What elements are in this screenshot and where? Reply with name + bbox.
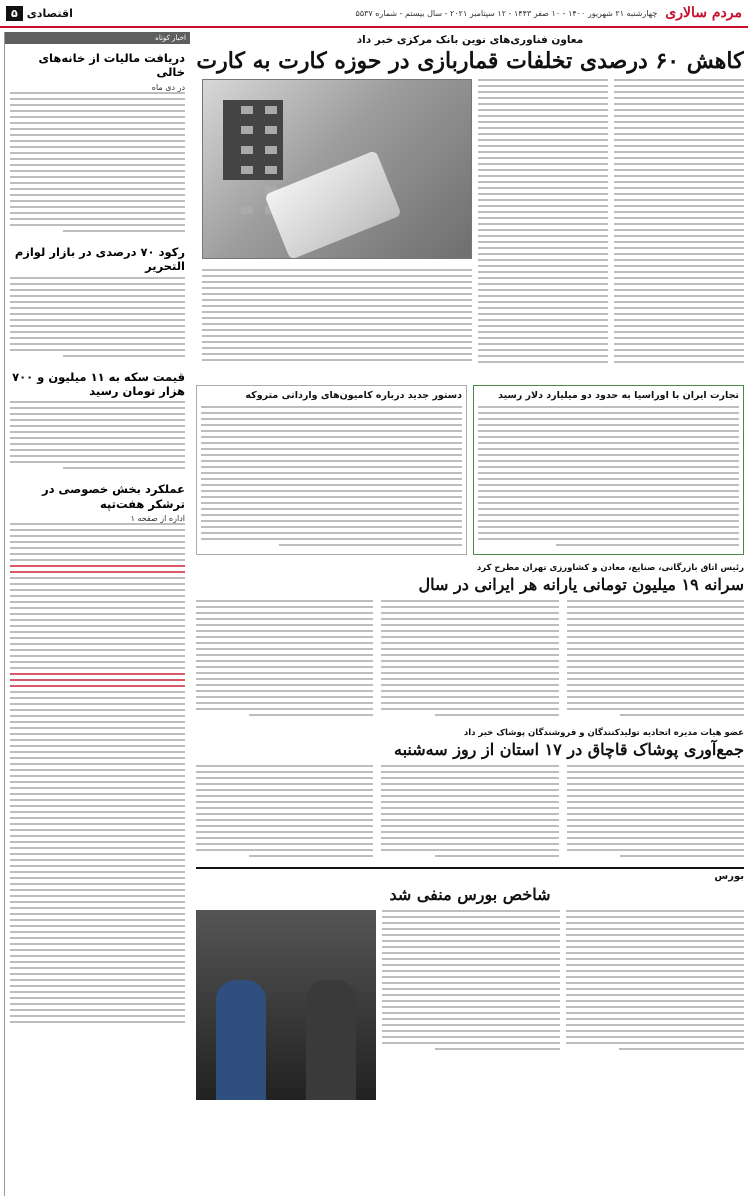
lead-body-center [478, 79, 608, 367]
story3-kicker: عضو هیات مدیره اتحادیه تولیدکنندگان و فروشندگان پوشاک خبر داد [463, 728, 744, 739]
story3-headline: جمع‌آوری پوشاک قاچاق در ۱۷ استان از روز سه‌شنبه [394, 740, 744, 760]
lead-headline: کاهش ۶۰ درصدی تخلفات قماربازی در حوزه کارت به کارت [196, 48, 744, 74]
left-article-4-title: عملکرد بخش خصوصی در ترشکر هفت‌تپه [42, 482, 185, 511]
lead-center [202, 79, 608, 379]
left-article-3-title: قیمت سکه به ۱۱ میلیون و ۷۰۰ هزار تومان رسید [12, 369, 185, 398]
newspaper-logo: مردم سالاری [665, 5, 742, 21]
left-article-2-body [10, 277, 185, 357]
left-column-header: اخبار کوتاه [5, 32, 190, 44]
left-article-4-sub: اداره از صفحه ۱ [130, 514, 185, 523]
box-eurasia-title: تجارت ایران با اوراسیا به حدود دو میلیارد دلار رسید [498, 390, 739, 402]
left-article-2-title: رکود ۷۰ درصدی در بازار لوازم التحریر [14, 244, 185, 274]
story2-headline: سرانه ۱۹ میلیون تومانی یارانه هر ایرانی در سال [418, 575, 744, 595]
left-article-1-body [10, 92, 185, 232]
box-trucks [196, 385, 467, 555]
left-article-3 [5, 363, 190, 476]
left-article-3-body [10, 401, 185, 469]
section-tag [6, 6, 73, 21]
left-article-1 [5, 44, 190, 238]
section-name: اقتصادی [26, 6, 73, 20]
left-article-1-title: دریافت مالیات از خانه‌های خالی [38, 51, 185, 80]
story2-kicker: رئیس اتاق بازرگانی، صنایع، معادن و کشاورزی تهران مطرح کرد [476, 563, 744, 574]
bourse-body-right [566, 910, 744, 1110]
box-trucks-title: دستور جدید درباره کامیون‌های وارداتی متروکه [245, 390, 462, 402]
box-eurasia-trade [473, 385, 744, 555]
main-area [196, 32, 744, 1110]
lead-body-right [614, 79, 744, 379]
bourse-section-label: بورس [196, 867, 744, 882]
card-terminal-photo [202, 79, 472, 259]
left-article-4 [5, 475, 190, 1029]
dateline: چهارشنبه ۲۱ شهریور ۱۴۰۰ - ۱۰ صفر ۱۴۴۳ - ۱۲ سپتامبر ۲۰۲۱ - سال بیستم - شماره ۵۵۳۷ [355, 8, 658, 18]
left-column [4, 32, 190, 1196]
lead-kicker: معاون فناوری‌های نوین بانک مرکزی خبر داد [356, 34, 584, 46]
masthead-brand [356, 5, 742, 21]
story2-body [196, 600, 744, 720]
boxed-stories [196, 385, 744, 555]
lead-story [196, 79, 744, 379]
left-article-4-body [10, 523, 185, 561]
lead-body-under-photo [202, 269, 472, 365]
left-article-4-highlight [10, 565, 185, 573]
left-article-1-sub: در دی ماه [151, 82, 185, 92]
bourse-story [196, 910, 744, 1110]
left-article-2 [5, 238, 190, 363]
masthead [0, 0, 748, 28]
page-number: ۵ [6, 6, 23, 21]
story3-body [196, 765, 744, 861]
bourse-headline: شاخص بورس منفی شد [389, 885, 551, 905]
bourse-trading-floor-photo [196, 910, 376, 1100]
bourse-body-middle [382, 910, 560, 1110]
